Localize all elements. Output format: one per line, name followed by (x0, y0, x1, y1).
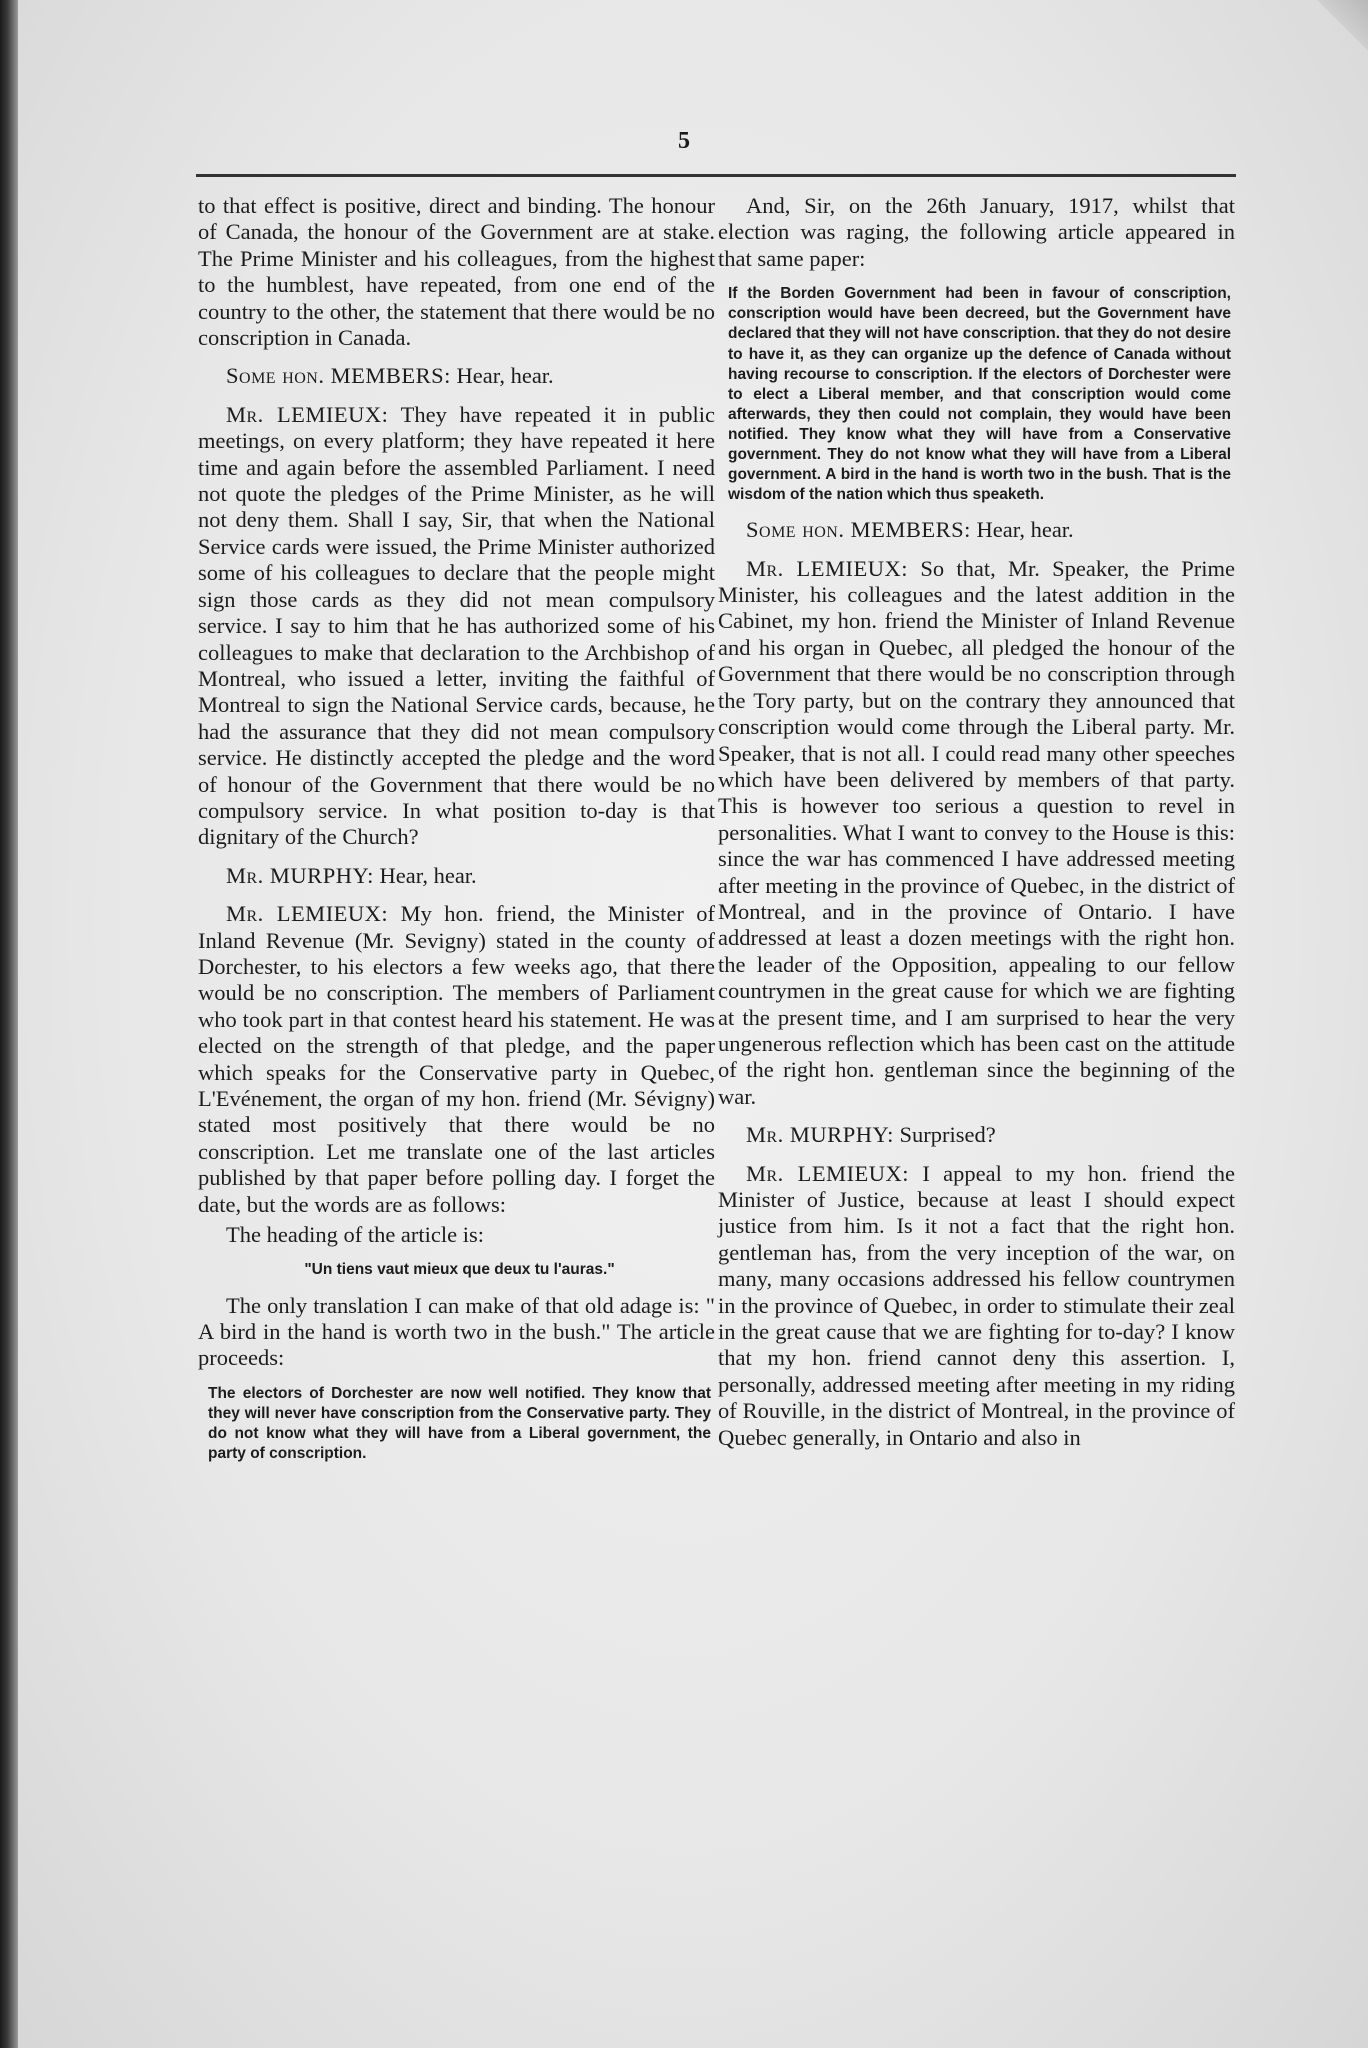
speech-paragraph (198, 901, 715, 1218)
speech-text: They have repeated it in public meetings, on every platform; they have repeated it here time and again before the assembled Parliament. I need not quote the pledges of the Prime Minister, as he will not deny them. Shall I say, Sir, that when the National Service cards were issued, the Prime Minister authorized some of his colleagues to declare that the people might sign those cards as they did not mean compulsory service. I say to him that he has authorized some of his colleagues to make that declaration to the Archbishop of Montreal, who issued a letter, inviting the faithful of Montreal to sign the National Service cards, because, he had the assurance that they did not mean compulsory service. He distinctly accepted the pledge and the word of honour of the Government that there would be no compulsory service. In what position to-day is that dignitary of the Church? (198, 401, 715, 850)
speaker-name: Some hon. MEMBERS: (226, 363, 451, 389)
speech-paragraph (198, 363, 715, 389)
right-column (718, 193, 1235, 1463)
speech-text: So that, Mr. Speaker, the Prime Minister, his colleagues and the latest addition in the Cabinet, my hon. friend the Minister of Inland Revenue and his organ in Quebec, all pledged the honour of the Government that there would be no conscription through the Tory party, but on the contrary they announced that conscription would come through the Liberal party. Mr. Speaker, that is not all. I could read many other speeches which have been delivered by members of that party. This is however too serious a question to revel in personalities. What I want to convey to the House is this: since the war has commenced I have addressed meeting after meeting in the province of Quebec, in the district of Montreal, and in the province of Ontario. I have addressed at least a dozen meetings with the right hon. the leader of the Opposition, appealing to our fellow countrymen in the great cause for which we are fighting at the present time, and I am surprised to hear the very ungenerous reflection which has been cast on the attitude of the right hon. gentleman since the beginning of the war. (718, 555, 1236, 1109)
left-column (198, 193, 715, 1476)
speech-paragraph (718, 556, 1235, 1111)
speaker-name: Mr. LEMIEUX: (746, 1160, 910, 1186)
header-rule (196, 174, 1236, 177)
speech-paragraph (718, 517, 1235, 543)
speech-text: Hear, hear. (456, 363, 554, 389)
speech-text: Hear, hear. (379, 862, 477, 888)
speech-text: Hear, hear. (976, 517, 1074, 543)
paragraph: The heading of the article is: (226, 1222, 485, 1248)
block-quote: If the Borden Government had been in favour of conscription, conscription would have been decreed, but the Government have declared that they will not have conscription. that they do not desire to have it, as they can organize up the defence of Canada without having recourse to conscription. If the electors of Dorchester were to elect a Liberal member, and that conscription would come afterwards, they then could not complain, they would have been notified. They know what they will have from a Conservative government. They do not know what they will have from a Liberal government. A bird in the hand is worth two in the bush. That is the wisdom of the nation which thus speaketh. (728, 285, 1231, 504)
paragraph: And, Sir, on the 26th January, 1917, whilst that election was raging, the following article appeared in that same paper: (718, 193, 1235, 271)
speaker-name: Mr. MURPHY: (746, 1122, 894, 1148)
speaker-name: Mr. LEMIEUX: (226, 401, 389, 427)
torn-corner (1298, 0, 1368, 55)
block-quote: "Un tiens vaut mieux que deux tu l'auras." (304, 1261, 615, 1279)
speech-text: Surprised? (899, 1122, 996, 1148)
speaker-name: Mr. LEMIEUX: (226, 901, 389, 927)
speech-paragraph (198, 863, 715, 889)
speaker-name: Mr. LEMIEUX: (746, 555, 909, 581)
speech-paragraph (198, 402, 715, 851)
paragraph: to that effect is positive, direct and binding. The honour of Canada, the honour of the Government are at stake. The Prime Minister and his colleagues, from the highest to the humblest, have repeated, from one end of the country to the other, the statement that there would be no conscription in Canada. (198, 193, 715, 351)
book-spine-shadow (0, 0, 18, 2048)
speech-text: My hon. friend, the Minister of Inland Revenue (Mr. Sevigny) stated in the county of Dorchester, to his electors a few weeks ago, that there would be no conscription. The members of Parliament who took part in that contest heard his statement. He was elected on the strength of that pledge, and the paper which speaks for the Conservative party in Quebec, L'Evénement, the organ of my hon. friend (Mr. Sévigny) stated most positively that there would be no conscription. Let me translate one of the last articles published by that paper before polling day. I forget the date, but the words are as follows: (198, 901, 715, 1217)
block-quote: The electors of Dorchester are now well notified. They know that they will never have conscription from the Conservative party. They do not know what they will have from a Liberal government, the party of conscription. (208, 1384, 711, 1463)
speaker-name: Some hon. MEMBERS: (746, 517, 971, 543)
speech-text: I appeal to my hon. friend the Minister of Justice, because at least I should expect justice from him. Is it not a fact that the right hon. gentleman has, from the very inception of the war, on many, many occasions addressed his fellow countrymen in the province of Quebec, in order to stimulate their zeal in the great cause that we are fighting for to-day? I know that my hon. friend cannot deny this assertion. I, personally, addressed meeting after meeting in my riding of Rouville, in the district of Montreal, in the province of Quebec generally, in Ontario and also in (718, 1160, 1236, 1450)
page-number: 5 (678, 128, 690, 154)
paragraph: The only translation I can make of that old adage is: " A bird in the hand is worth two in the bush." The article proceeds: (198, 1292, 715, 1371)
speech-paragraph (718, 1122, 1235, 1148)
speaker-name: Mr. MURPHY: (226, 862, 374, 888)
speech-paragraph (718, 1161, 1235, 1451)
